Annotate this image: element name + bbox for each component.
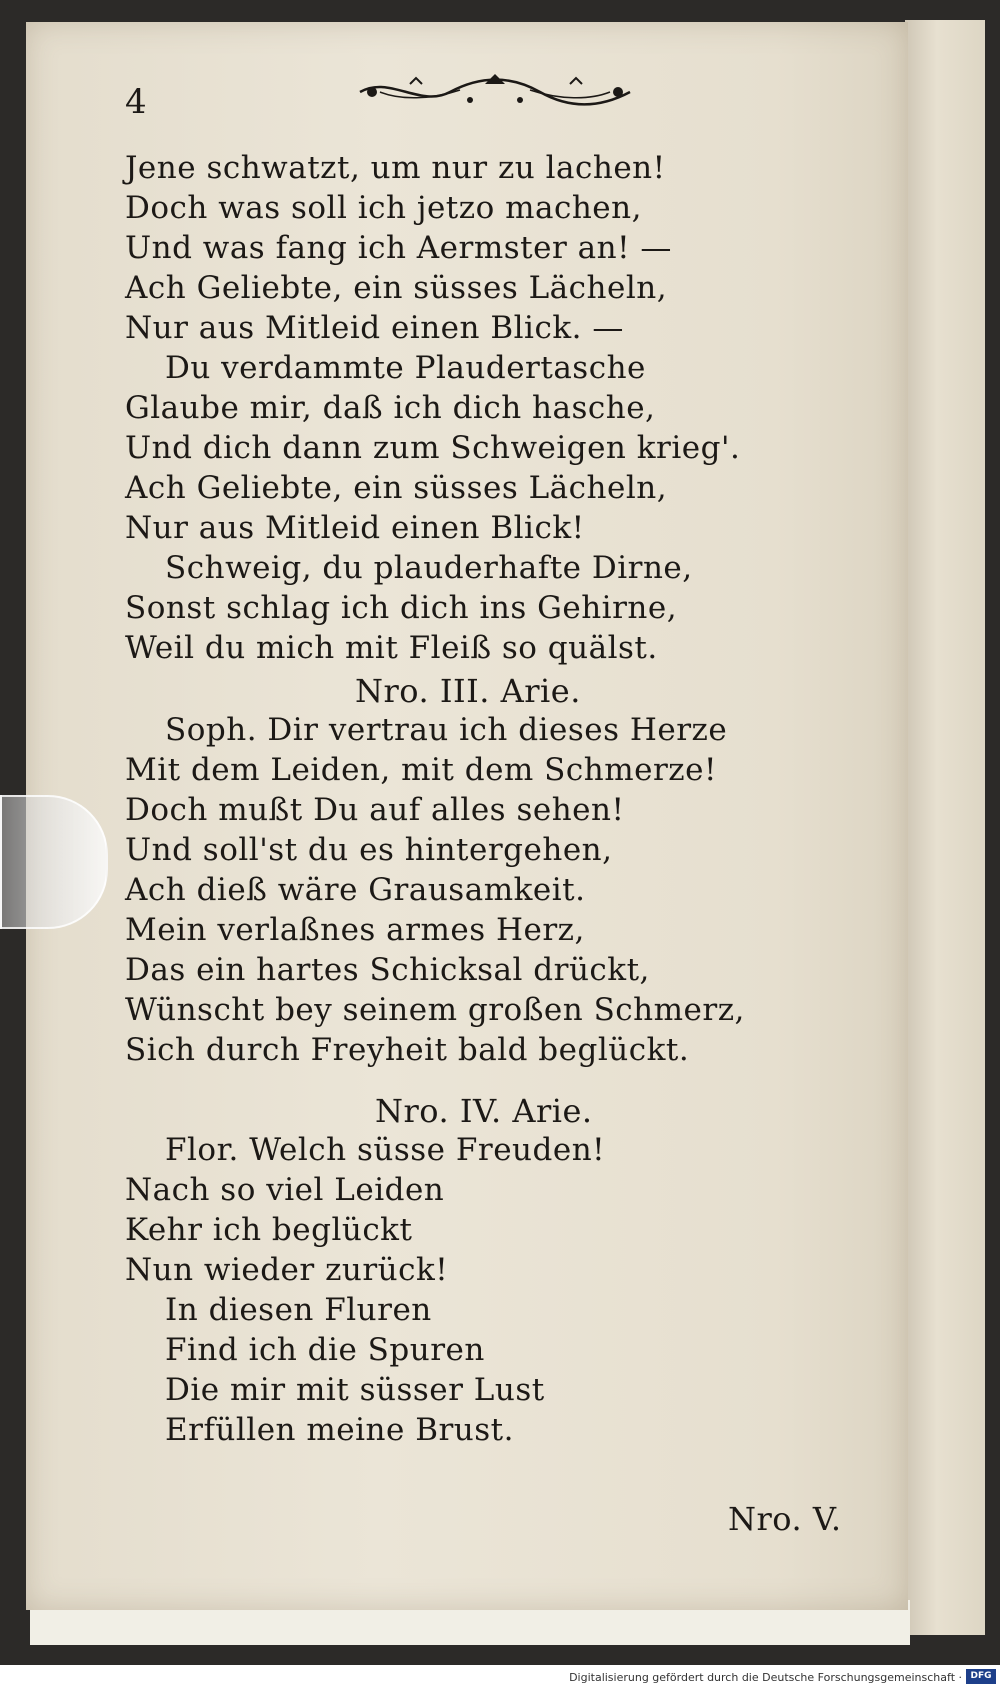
text-line: Das ein hartes Schicksal drückt, <box>125 952 650 988</box>
section-heading: Nro. III. Arie. <box>355 672 581 710</box>
text-line: Erfüllen meine Brust. <box>165 1412 514 1448</box>
text-line: Weil du mich mit Fleiß so quälst. <box>125 630 658 666</box>
facing-page-edge <box>905 20 985 1635</box>
text-line: Die mir mit süsser Lust <box>165 1372 545 1408</box>
page-number: 4 <box>125 82 147 122</box>
text-line: Nur aus Mitleid einen Blick! <box>125 510 585 546</box>
text-line: Wünscht bey seinem großen Schmerz, <box>125 992 745 1028</box>
catchword: Nro. V. <box>728 1500 842 1538</box>
floral-ornament-icon <box>350 70 640 114</box>
text-line: Doch was soll ich jetzo machen, <box>125 190 642 226</box>
text-line: Und soll'st du es hintergehen, <box>125 832 613 868</box>
dfg-logo: DFG <box>966 1669 996 1684</box>
text-line: Soph. Dir vertrau ich dieses Herze <box>165 712 728 748</box>
text-line: Sich durch Freyheit bald beglückt. <box>125 1032 690 1068</box>
funding-credit: Digitalisierung gefördert durch die Deutsche Forschungsgemeinschaft · <box>569 1671 962 1684</box>
text-line: Nun wieder zurück! <box>125 1252 449 1288</box>
section-heading: Nro. IV. Arie. <box>375 1092 593 1130</box>
text-line: Ach Geliebte, ein süsses Lächeln, <box>125 470 668 506</box>
text-line: Ach Geliebte, ein süsses Lächeln, <box>125 270 668 306</box>
text-line: Sonst schlag ich dich ins Gehirne, <box>125 590 678 626</box>
text-line: Jene schwatzt, um nur zu lachen! <box>125 150 666 186</box>
page-tab-marker <box>0 795 108 929</box>
text-line: In diesen Fluren <box>165 1292 432 1328</box>
text-line: Und was fang ich Aermster an! — <box>125 230 672 266</box>
text-line: Doch mußt Du auf alles sehen! <box>125 792 625 828</box>
text-line: Mit dem Leiden, mit dem Schmerze! <box>125 752 717 788</box>
text-line: Ach dieß wäre Grausamkeit. <box>125 872 586 908</box>
footer-bar <box>0 1665 1000 1690</box>
text-line: Mein verlaßnes armes Herz, <box>125 912 585 948</box>
text-line: Nach so viel Leiden <box>125 1172 445 1208</box>
text-line: Nur aus Mitleid einen Blick. — <box>125 310 624 346</box>
text-line: Schweig, du plauderhafte Dirne, <box>165 550 693 586</box>
text-line: Find ich die Spuren <box>165 1332 485 1368</box>
text-line: Flor. Welch süsse Freuden! <box>165 1132 606 1168</box>
text-line: Glaube mir, daß ich dich hasche, <box>125 390 656 426</box>
text-line: Kehr ich beglückt <box>125 1212 413 1248</box>
text-line: Du verdammte Plaudertasche <box>165 350 646 386</box>
text-line: Und dich dann zum Schweigen krieg'. <box>125 430 741 466</box>
